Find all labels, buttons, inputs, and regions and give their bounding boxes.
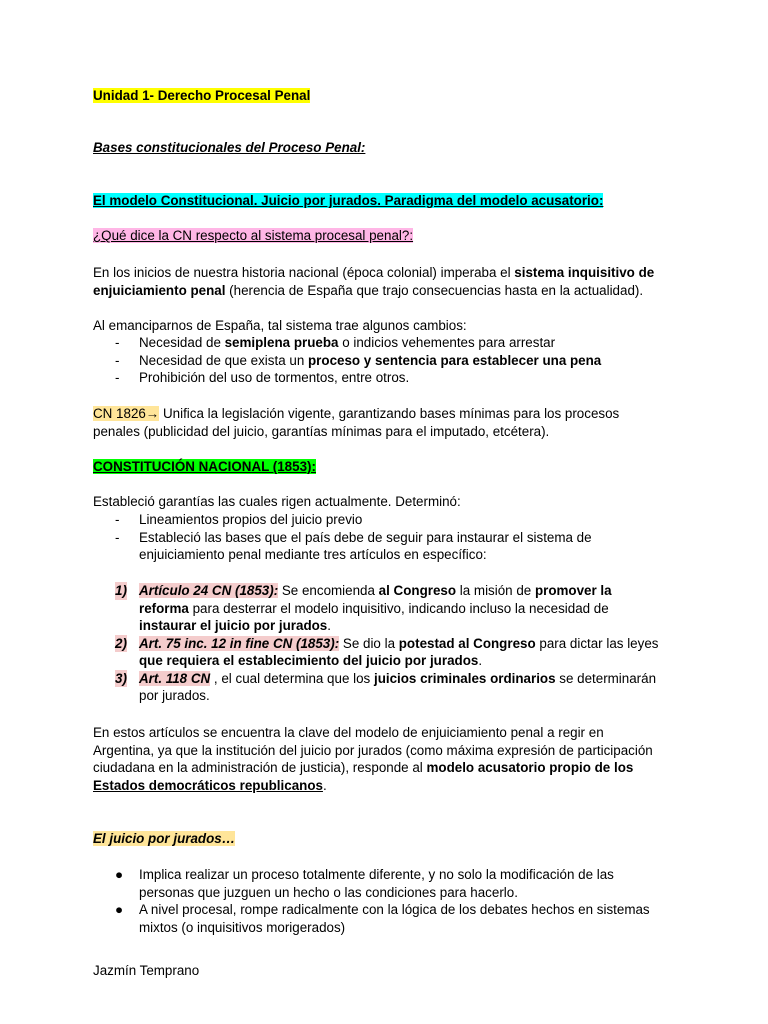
cn1826-text: Unifica la legislación vigente, garantizando bases mínimas para los procesos penales (publicidad del juicio, garantías mínimas para el imputado, etcétera). [93,406,620,439]
list-item-text: Lineamientos propios del juicio previo [139,512,363,527]
article-text: la misión de [456,583,535,598]
list-item-text: Estableció las bases que el país debe de seguir para instaurar el sistema de enjuiciamiento penal mediante tres artículos en específico: [139,529,592,562]
paragraph-origen-bold: sistema inquisitivo de enjuiciamiento penal [93,265,655,298]
section-heading-jurados [93,830,663,848]
list-item [93,334,663,352]
article-bold: potestad al Congreso [398,635,536,651]
article-item [93,582,663,635]
question-heading-text: ¿Qué dice la CN respecto al sistema procesal penal?: [93,228,414,243]
paragraph-clave [93,724,663,794]
bullet-marker: ● [115,902,124,917]
article-text: Se dio la [339,635,399,651]
paragraph-emancipacion-text: Al emanciparnos de España, tal sistema trae algunos cambios: [93,318,467,333]
paragraph-origen-text-2: (herencia de España que trajo consecuencias hasta en la actualidad). [225,282,644,298]
article-bold: promover la reforma [139,583,612,616]
paragraph-emancipacion [93,317,663,335]
paragraph-garantias [93,493,663,511]
paragraph-clave-text-end: . [322,777,327,793]
list-item [93,369,663,387]
paragraph-clave-text: En estos artículos se encuentra la clave del modelo de enjuiciamiento penal a regir en Argentina, ya que la institución del juicio por jurados (como máxima expresión de participación ciudadana en la administración de justicia), responde al [93,725,653,775]
dash-marker: - [115,512,120,527]
dash-marker: - [115,529,120,545]
article-bold: al Congreso [378,583,457,598]
article-bold: instaurar el juicio por jurados [139,618,328,633]
doc-title [93,87,663,105]
article-number: 2) [115,635,127,651]
article-text: . [478,653,483,668]
article-label: Artículo 24 CN (1853): [139,583,279,598]
article-text: . [327,618,331,633]
article-item [93,670,663,705]
list-jurados [93,866,663,936]
list-item-text: Implica realizar un proceso totalmente diferente, y no solo la modificación de las personas que juzguen un hecho o las condiciones para hacerlo. [139,867,614,900]
list-item [93,352,663,370]
cn1826-label: CN 1826→ [93,406,160,421]
list-articulos [93,582,663,705]
section-heading-cn1853 [93,458,663,476]
paragraph-cn1826 [93,405,663,440]
paragraph-garantias-text: Estableció garantías las cuales rigen actualmente. Determinó: [93,494,461,509]
article-bold: que requiera el establecimiento del juicio por jurados [139,653,479,668]
article-text: Se encomienda [278,583,379,598]
list-item-text: A nivel procesal, rompe radicalmente con la lógica de los debates hechos en sistemas mixtos (o inquisitivos morigerados) [139,902,650,935]
list-item [93,511,663,529]
dash-marker: - [115,352,120,368]
list-item-text: Necesidad de que exista un [139,352,308,368]
article-text: se determinarán por jurados. [139,670,657,703]
article-number: 1) [115,583,127,598]
list-item-bold: proceso y sentencia para establecer una pena [308,352,602,368]
doc-subtitle [93,139,663,157]
question-heading [93,227,663,245]
footer-author-text: Jazmín Temprano [93,963,200,978]
article-text: para desterrar el modelo inquisitivo, indicando incluso la necesidad de [188,600,609,616]
section-heading-jurados-text: El juicio por jurados… [93,831,236,846]
section-heading-modelo-text: El modelo Constitucional. Juicio por jurados. Paradigma del modelo acusatorio: [93,193,604,208]
article-label: Art. 118 CN [139,670,211,686]
article-number: 3) [115,670,127,686]
paragraph-origen-text-1: En los inicios de nuestra historia nacional (época colonial) imperaba el [93,265,515,280]
list-determino [93,511,663,564]
article-item [93,635,663,670]
article-label: Art. 75 inc. 12 in fine CN (1853): [139,635,340,651]
paragraph-clave-bold-underline: Estados democráticos republicanos [93,777,323,793]
doc-title-text: Unidad 1- Derecho Procesal Penal [93,88,311,103]
list-item-bold: semiplena prueba [224,335,339,350]
list-item [93,866,663,901]
list-item-text: o indicios vehementes para arrestar [338,335,556,350]
list-item-text: Necesidad de [139,335,225,350]
bullet-marker: ● [115,867,124,882]
footer-author [93,962,663,980]
article-text: para dictar las leyes [535,635,659,651]
dash-marker: - [115,335,120,350]
doc-subtitle-text: Bases constitucionales del Proceso Penal: [93,140,366,155]
list-item [93,901,663,936]
list-item-text: Prohibición del uso de tormentos, entre otros. [139,370,410,385]
article-bold: juicios criminales ordinarios [373,670,556,686]
section-heading-cn1853-text: CONSTITUCIÓN NACIONAL (1853): [93,459,316,474]
paragraph-clave-bold: modelo acusatorio propio de los [426,760,634,775]
list-cambios [93,334,663,387]
list-item [93,529,663,564]
paragraph-origen [93,264,663,299]
dash-marker: - [115,370,120,385]
section-heading-modelo [93,192,663,210]
article-text: , el cual determina que los [210,670,374,686]
